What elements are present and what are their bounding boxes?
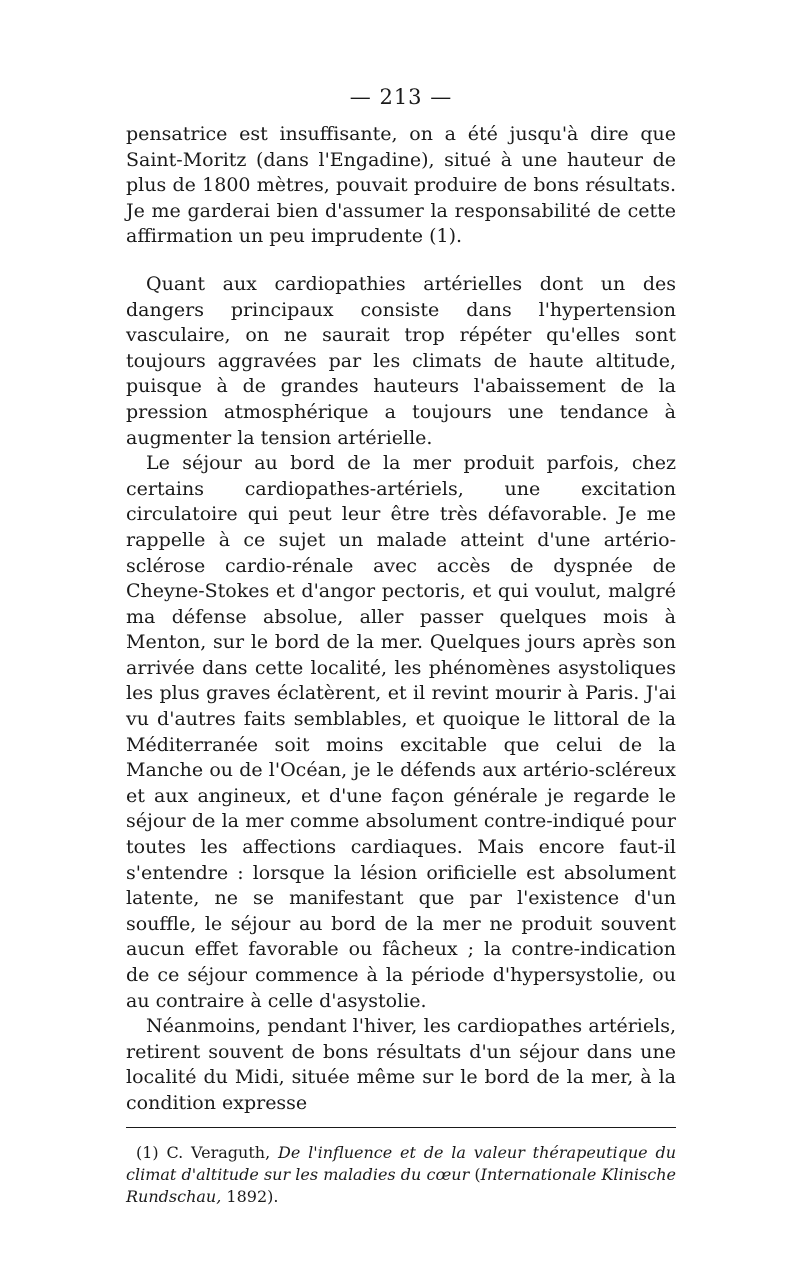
page bbox=[126, 82, 676, 1208]
paragraph-continuation: pensatrice est insuffisante, on a été jusqu'à dire que Saint-Moritz (dans l'Engadine), situé à une hauteur de plus de 1800 mètres, pouvait produire de bons résultats. Je me garderai bien d'assumer la responsabilité de cette affirmation un peu imprudente (1). bbox=[126, 123, 676, 248]
paragraph-seaside-stay: Le séjour au bord de la mer produit parfois, chez certains cardiopathes-artériels, une excitation circulatoire qui peut leur être très défavorable. Je me rappelle à ce sujet un malade atteint d'une artério-sclérose cardio-rénale avec accès de dyspnée de Cheyne-Stokes et d'angor pectoris, et qui voulut, malgré ma défense absolue, aller passer quelques mois à Menton, sur le bord de la mer. Quelques jours après son arrivée dans cette localité, les phénomènes asystoliques les plus graves éclatèrent, et il revint mourir à Paris. J'ai vu d'autres faits semblables, et quoique le littoral de la Méditerranée soit moins excitable que celui de la Manche ou de l'Océan, je le défends aux artério-scléreux et aux angineux, et d'une façon générale je regarde le séjour de la mer comme absolument contre-indiqué pour toutes les affections cardiaques. Mais encore faut-il s'entendre : lorsque la lésion orificielle est absolument latente, ne se manifestant que par l'existence d'un souffle, le séjour au bord de la mer ne produit souvent aucun effet favorable ou fâcheux ; la contre-indication de ce séjour commence à la période d'hypersystolie, ou au contraire à celle d'asystolie. bbox=[126, 452, 676, 1012]
page-number: — 213 — bbox=[349, 85, 453, 109]
footnote-rule bbox=[126, 1127, 676, 1128]
paragraph-arterial-cardiopathies: Quant aux cardiopathies artérielles dont un des dangers principaux consiste dans l'hypertension vasculaire, on ne saurait trop répéter qu'elles sont toujours aggravées par les climats de haute altitude, puisque à de grandes hauteurs l'abaissement de la pression atmosphérique a toujours une tendance à augmenter la tension artérielle. bbox=[126, 272, 676, 449]
footnote-title: De l'influence et de la valeur thérapeutique du climat d'altitude sur les maladies du cœur bbox=[126, 1142, 677, 1184]
footnote bbox=[126, 1142, 676, 1208]
paragraph-winter-midi: Néanmoins, pendant l'hiver, les cardiopathes artériels, retirent souvent de bons résultats d'un séjour dans une localité du Midi, située même sur le bord de la mer, à la condition expresse bbox=[126, 1015, 676, 1114]
footnote-source-open: ( bbox=[474, 1164, 481, 1184]
footnote-marker: (1) C. Veraguth, bbox=[136, 1142, 271, 1162]
body-text bbox=[126, 122, 676, 1117]
footnote-year: 1892). bbox=[226, 1186, 279, 1206]
footnote-source: Internationale Klinische Rundschau, bbox=[126, 1164, 676, 1206]
